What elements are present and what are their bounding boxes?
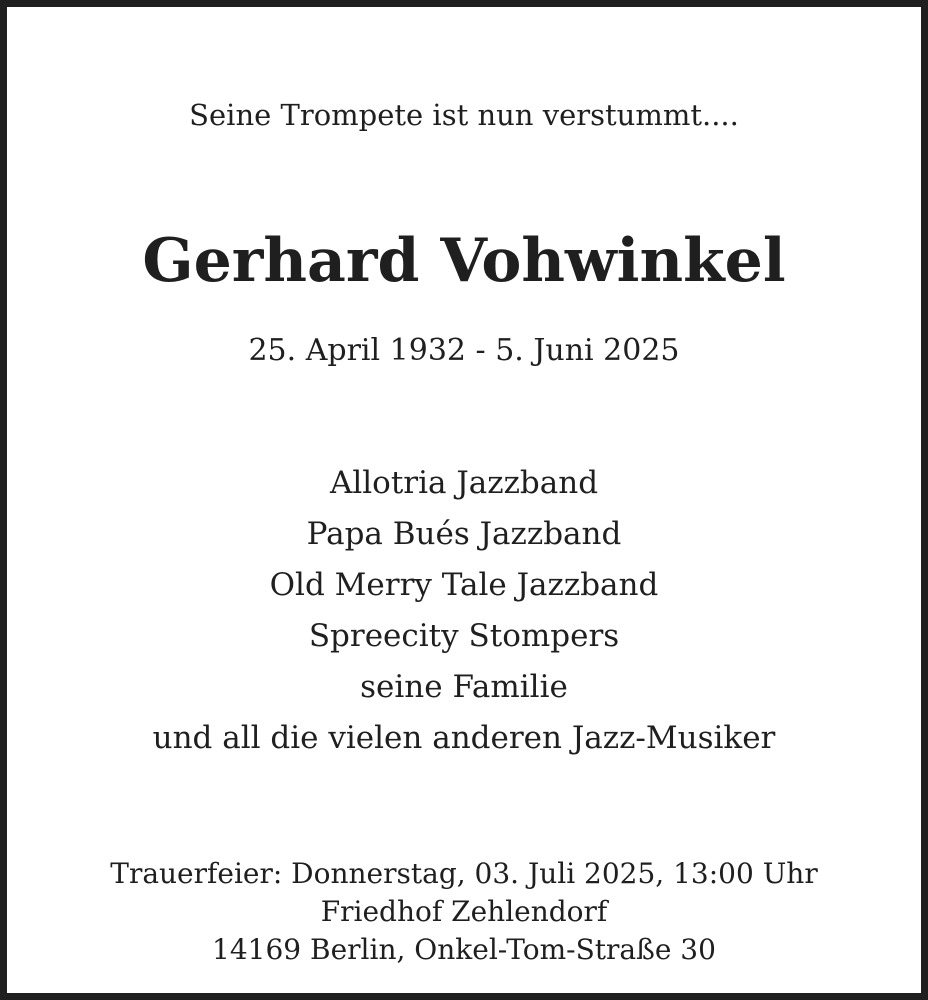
service-date-time: Trauerfeier: Donnerstag, 03. Juli 2025, 13:00 Uhr xyxy=(110,857,818,890)
deceased-name: Gerhard Vohwinkel xyxy=(142,226,786,296)
mourner-item: und all die vielen anderen Jazz-Musiker xyxy=(152,720,776,756)
mourner-item: Spreecity Stompers xyxy=(308,618,620,654)
mourner-item: Old Merry Tale Jazzband xyxy=(269,567,659,603)
mourners-list xyxy=(7,458,921,764)
service-venue: Friedhof Zehlendorf xyxy=(320,895,608,928)
intro-text: Seine Trompete ist nun verstummt.... xyxy=(189,98,739,132)
mourner-item: seine Familie xyxy=(360,669,568,705)
mourner-item: Allotria Jazzband xyxy=(329,465,599,501)
funeral-service-info xyxy=(7,855,921,969)
life-dates: 25. April 1932 - 5. Juni 2025 xyxy=(248,333,680,368)
service-address: 14169 Berlin, Onkel-Tom-Straße 30 xyxy=(212,933,716,966)
mourner-item: Papa Bués Jazzband xyxy=(306,516,622,552)
